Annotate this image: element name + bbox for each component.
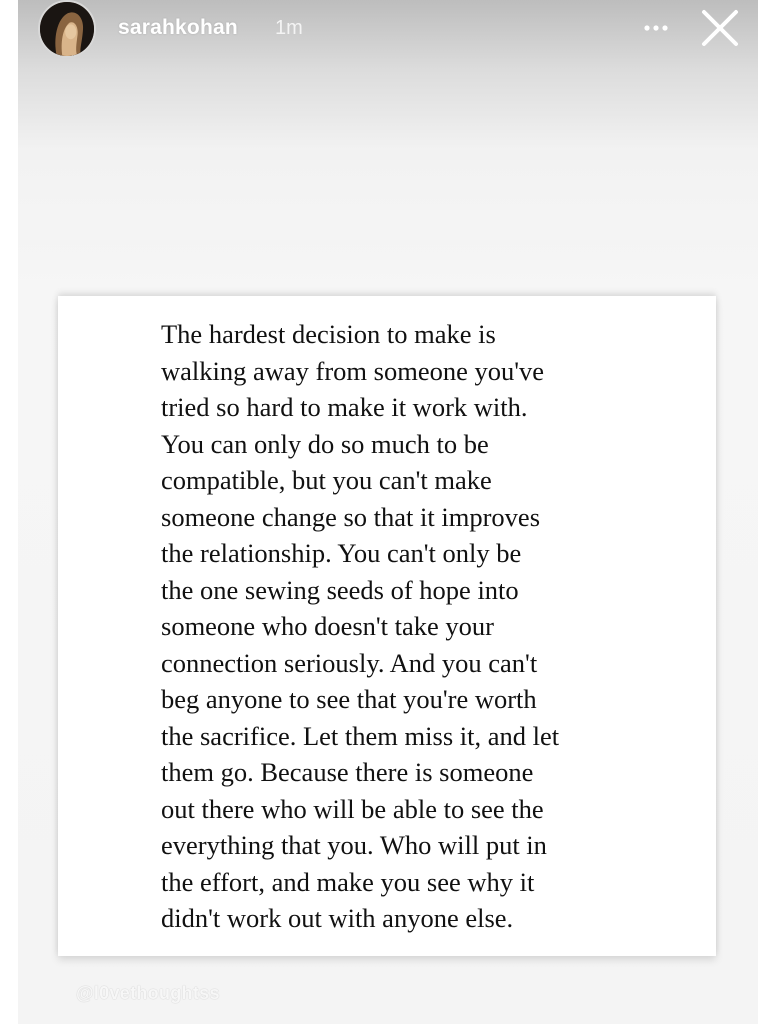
story-viewer[interactable] xyxy=(18,0,758,1024)
story-header xyxy=(18,0,758,60)
quote-line: didn't work out with anyone else. xyxy=(161,903,514,933)
quote-line: You can only do so much to be xyxy=(161,428,489,459)
quote-line: beg anyone to see that you're worth xyxy=(161,684,537,714)
quote-line: compatible, but you can't make xyxy=(161,465,492,495)
username-label[interactable]: sarahkohan xyxy=(118,16,238,39)
quote-line: The hardest decision to make is xyxy=(161,319,496,349)
quote-line: someone who doesn't take your xyxy=(161,611,495,641)
quote-line: connection seriously. And you can't xyxy=(161,647,538,678)
quote-line: them go. Because there is someone xyxy=(161,757,534,787)
quote-line: out there who will be able to see the xyxy=(161,793,544,824)
left-margin xyxy=(0,0,18,1024)
right-margin xyxy=(758,0,768,1024)
quote-card xyxy=(58,296,716,956)
timestamp-label: 1m xyxy=(275,17,303,39)
quote-line: the one sewing seeds of hope into xyxy=(161,574,519,605)
profile-photo-icon xyxy=(40,2,94,56)
quote-line: the effort, and make you see why it xyxy=(161,866,535,897)
quote-line: someone change so that it improves xyxy=(161,501,541,532)
more-horizontal-icon[interactable] xyxy=(638,8,674,44)
close-icon[interactable] xyxy=(698,6,742,50)
quote-line: walking away from someone you've xyxy=(161,355,545,386)
quote-line: the relationship. You can't only be xyxy=(161,538,522,568)
profile-avatar[interactable] xyxy=(38,0,96,58)
watermark-label: @l0vethoughtss xyxy=(76,983,220,1003)
quote-text xyxy=(161,316,681,937)
quote-line: tried so hard to make it work with. xyxy=(161,392,528,422)
quote-line: the sacrifice. Let them miss it, and let xyxy=(161,720,560,751)
quote-line: everything that you. Who will put in xyxy=(161,830,547,860)
